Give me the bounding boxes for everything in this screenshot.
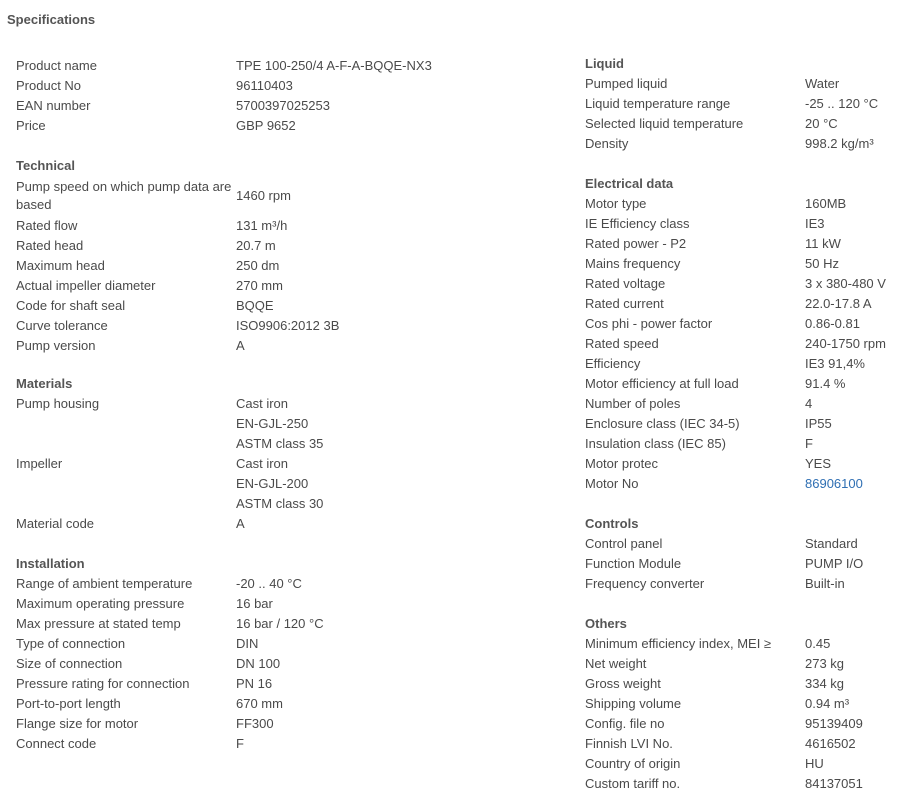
spec-label: Motor type xyxy=(585,196,647,211)
spec-value: 1460 rpm xyxy=(236,188,291,203)
spec-label: Pump version xyxy=(16,338,96,353)
spec-value: Built-in xyxy=(805,576,845,591)
spec-label: Density xyxy=(585,136,629,151)
page-title: Specifications xyxy=(7,12,96,27)
spec-label: Flange size for motor xyxy=(16,716,139,731)
spec-label: Pressure rating for connection xyxy=(16,676,190,691)
spec-value-line: EN-GJL-200 xyxy=(236,476,309,491)
spec-value: 0.86-0.81 xyxy=(805,316,860,331)
spec-label: Range of ambient temperature xyxy=(16,576,193,591)
spec-row-motor-protec xyxy=(585,454,905,474)
section-title-materials: Materials xyxy=(16,376,73,391)
spec-row-pump-version xyxy=(16,336,571,356)
spec-value: 20.7 m xyxy=(236,238,276,253)
spec-label: Motor protec xyxy=(585,456,658,471)
spec-label: Price xyxy=(16,118,46,133)
spec-value: 20 °C xyxy=(805,116,838,131)
spec-row-custom-tariff-no xyxy=(585,774,905,794)
spec-value: -20 .. 40 °C xyxy=(236,576,302,591)
spec-value: IE3 xyxy=(805,216,825,231)
spec-row-motor-no xyxy=(585,474,905,494)
spec-row-rated-flow xyxy=(16,216,571,236)
section-liquid xyxy=(585,54,905,154)
spec-value-line: EN-GJL-250 xyxy=(236,416,309,431)
section-installation xyxy=(16,554,571,754)
spec-row-motor-efficiency xyxy=(585,374,905,394)
spec-label: Size of connection xyxy=(16,656,123,671)
spec-row-insulation-class xyxy=(585,434,905,454)
spec-label: Motor efficiency at full load xyxy=(585,376,739,391)
spec-row-material-code xyxy=(16,514,571,534)
spec-label: Selected liquid temperature xyxy=(585,116,744,131)
spec-value: IP55 xyxy=(805,416,832,431)
section-electrical-data xyxy=(585,174,905,494)
spec-row-connect-code xyxy=(16,734,571,754)
spec-value: 273 kg xyxy=(805,656,845,671)
spec-row-ean-number xyxy=(16,96,571,116)
spec-row-type-of-connection xyxy=(16,634,571,654)
section-materials xyxy=(16,374,571,534)
spec-label: Code for shaft seal xyxy=(16,298,126,313)
spec-row-frequency-converter xyxy=(585,574,905,594)
spec-row-max-pressure-stated-temp xyxy=(16,614,571,634)
spec-row-pump-housing xyxy=(16,394,571,454)
section-title-electrical-data: Electrical data xyxy=(585,176,674,191)
spec-label: Actual impeller diameter xyxy=(16,278,156,293)
section-title-others: Others xyxy=(585,616,627,631)
spec-value: 95139409 xyxy=(805,716,863,731)
spec-row-rated-power xyxy=(585,234,905,254)
spec-value-line: ASTM class 30 xyxy=(236,496,324,511)
spec-value xyxy=(236,394,571,454)
spec-label: Rated speed xyxy=(585,336,659,351)
spec-label: Rated head xyxy=(16,238,84,253)
spec-value: 670 mm xyxy=(236,696,283,711)
spec-row-pumped-liquid xyxy=(585,74,905,94)
spec-label: Maximum operating pressure xyxy=(16,596,185,611)
spec-value: 50 Hz xyxy=(805,256,839,271)
spec-row-ie-efficiency-class xyxy=(585,214,905,234)
spec-value: 131 m³/h xyxy=(236,218,288,233)
spec-label: Number of poles xyxy=(585,396,681,411)
spec-label: Rated flow xyxy=(16,218,78,233)
spec-row-rated-head xyxy=(16,236,571,256)
spec-value: 16 bar xyxy=(236,596,273,611)
spec-label: Type of connection xyxy=(16,636,126,651)
spec-row-control-panel xyxy=(585,534,905,554)
spec-value: 91.4 % xyxy=(805,376,846,391)
spec-row-port-to-port-length xyxy=(16,694,571,714)
spec-row-gross-weight xyxy=(585,674,905,694)
spec-label: Control panel xyxy=(585,536,663,551)
spec-row-number-of-poles xyxy=(585,394,905,414)
spec-label: Connect code xyxy=(16,736,97,751)
spec-row-function-module xyxy=(585,554,905,574)
spec-value: DN 100 xyxy=(236,656,281,671)
spec-row-impeller xyxy=(16,454,571,514)
spec-row-maximum-head xyxy=(16,256,571,276)
spec-row-cos-phi xyxy=(585,314,905,334)
spec-row-motor-type xyxy=(585,194,905,214)
spec-value xyxy=(236,454,571,514)
spec-value: IE3 91,4% xyxy=(805,356,865,371)
spec-label: Port-to-port length xyxy=(16,696,121,711)
spec-value: Standard xyxy=(805,536,858,551)
spec-row-finnish-lvi-no xyxy=(585,734,905,754)
spec-value: 16 bar / 120 °C xyxy=(236,616,324,631)
spec-value: 22.0-17.8 A xyxy=(805,296,872,311)
spec-row-mei xyxy=(585,634,905,654)
spec-row-ambient-temperature xyxy=(16,574,571,594)
spec-label: Curve tolerance xyxy=(16,318,108,333)
spec-row-selected-liquid-temp xyxy=(585,114,905,134)
spec-value: PUMP I/O xyxy=(805,556,864,571)
section-general xyxy=(16,56,571,136)
spec-value: BQQE xyxy=(236,298,274,313)
spec-label: Rated voltage xyxy=(585,276,666,291)
spec-value: F xyxy=(236,736,244,751)
spec-row-curve-tolerance xyxy=(16,316,571,336)
section-others xyxy=(585,614,905,794)
spec-label: Config. file no xyxy=(585,716,665,731)
spec-value-line: Cast iron xyxy=(236,456,289,471)
spec-label: Shipping volume xyxy=(585,696,682,711)
spec-label: Liquid temperature range xyxy=(585,96,731,111)
spec-value: 160MB xyxy=(805,196,847,211)
spec-label: IE Efficiency class xyxy=(585,216,690,231)
spec-row-price xyxy=(16,116,571,136)
spec-row-mains-frequency xyxy=(585,254,905,274)
spec-value: A xyxy=(236,338,245,353)
spec-label: Net weight xyxy=(585,656,647,671)
section-title-liquid: Liquid xyxy=(585,56,624,71)
spec-label: Pump speed on which pump data are based xyxy=(16,179,232,212)
spec-row-rated-current xyxy=(585,294,905,314)
spec-row-impeller-diameter xyxy=(16,276,571,296)
spec-label: Insulation class (IEC 85) xyxy=(585,436,726,451)
spec-row-net-weight xyxy=(585,654,905,674)
spec-label: Cos phi - power factor xyxy=(585,316,713,331)
spec-row-rated-speed xyxy=(585,334,905,354)
spec-row-pressure-rating xyxy=(16,674,571,694)
spec-value: FF300 xyxy=(236,716,274,731)
spec-label: Max pressure at stated temp xyxy=(16,616,181,631)
spec-row-shaft-seal xyxy=(16,296,571,316)
spec-value: TPE 100-250/4 A-F-A-BQQE-NX3 xyxy=(236,58,432,73)
spec-value: ISO9906:2012 3B xyxy=(236,318,340,333)
spec-label: Frequency converter xyxy=(585,576,705,591)
spec-label: Product name xyxy=(16,58,97,73)
spec-value-line: ASTM class 35 xyxy=(236,436,324,451)
spec-row-enclosure-class xyxy=(585,414,905,434)
section-title-installation: Installation xyxy=(16,556,85,571)
spec-row-flange-size xyxy=(16,714,571,734)
spec-label: Rated power - P2 xyxy=(585,236,687,251)
spec-label: Impeller xyxy=(16,456,63,471)
spec-label: Gross weight xyxy=(585,676,661,691)
spec-label: Pump housing xyxy=(16,396,100,411)
spec-row-max-operating-pressure xyxy=(16,594,571,614)
spec-value: PN 16 xyxy=(236,676,273,691)
spec-row-pump-speed xyxy=(16,176,571,216)
spec-value: 5700397025253 xyxy=(236,98,330,113)
spec-row-size-of-connection xyxy=(16,654,571,674)
spec-value: 240-1750 rpm xyxy=(805,336,886,351)
section-title-technical: Technical xyxy=(16,158,76,173)
section-controls xyxy=(585,514,905,594)
spec-label: Custom tariff no. xyxy=(585,776,681,791)
spec-label: Finnish LVI No. xyxy=(585,736,673,751)
spec-row-product-no xyxy=(16,76,571,96)
spec-row-config-file-no xyxy=(585,714,905,734)
spec-value: 998.2 kg/m³ xyxy=(805,136,874,151)
spec-value: 4616502 xyxy=(805,736,856,751)
spec-value: F xyxy=(805,436,813,451)
spec-label: Minimum efficiency index, MEI ≥ xyxy=(585,636,772,651)
section-technical xyxy=(16,156,571,356)
spec-value: 84137051 xyxy=(805,776,863,791)
spec-value: 3 x 380-480 V xyxy=(805,276,886,291)
spec-row-country-of-origin xyxy=(585,754,905,774)
spec-label: Function Module xyxy=(585,556,682,571)
spec-value: 4 xyxy=(805,396,813,411)
spec-label: Rated current xyxy=(585,296,664,311)
spec-value: -25 .. 120 °C xyxy=(805,96,879,111)
spec-value: 250 dm xyxy=(236,258,280,273)
spec-row-efficiency xyxy=(585,354,905,374)
spec-value-line: Cast iron xyxy=(236,396,289,411)
spec-value: YES xyxy=(805,456,832,471)
spec-label: Motor No xyxy=(585,476,639,491)
spec-label: Efficiency xyxy=(585,356,641,371)
spec-value: DIN xyxy=(236,636,259,651)
section-title-controls: Controls xyxy=(585,516,639,531)
spec-value: A xyxy=(236,516,245,531)
spec-value: HU xyxy=(805,756,824,771)
spec-value: GBP 9652 xyxy=(236,118,296,133)
spec-label: Maximum head xyxy=(16,258,105,273)
spec-label: EAN number xyxy=(16,98,91,113)
spec-value: Water xyxy=(805,76,840,91)
spec-label: Material code xyxy=(16,516,95,531)
spec-value: 270 mm xyxy=(236,278,283,293)
spec-label: Product No xyxy=(16,78,82,93)
spec-label: Country of origin xyxy=(585,756,681,771)
spec-value: 11 kW xyxy=(805,236,841,251)
motor-no-link[interactable]: 86906100 xyxy=(805,476,863,491)
spec-label: Enclosure class (IEC 34-5) xyxy=(585,416,740,431)
spec-value: 0.94 m³ xyxy=(805,696,850,711)
spec-label: Mains frequency xyxy=(585,256,681,271)
spec-row-density xyxy=(585,134,905,154)
spec-row-product-name xyxy=(16,56,571,76)
spec-value: 96110403 xyxy=(236,78,293,93)
spec-row-shipping-volume xyxy=(585,694,905,714)
spec-value: 334 kg xyxy=(805,676,845,691)
spec-row-liquid-temp-range xyxy=(585,94,905,114)
spec-row-rated-voltage xyxy=(585,274,905,294)
spec-value: 0.45 xyxy=(805,636,831,651)
spec-label: Pumped liquid xyxy=(585,76,668,91)
